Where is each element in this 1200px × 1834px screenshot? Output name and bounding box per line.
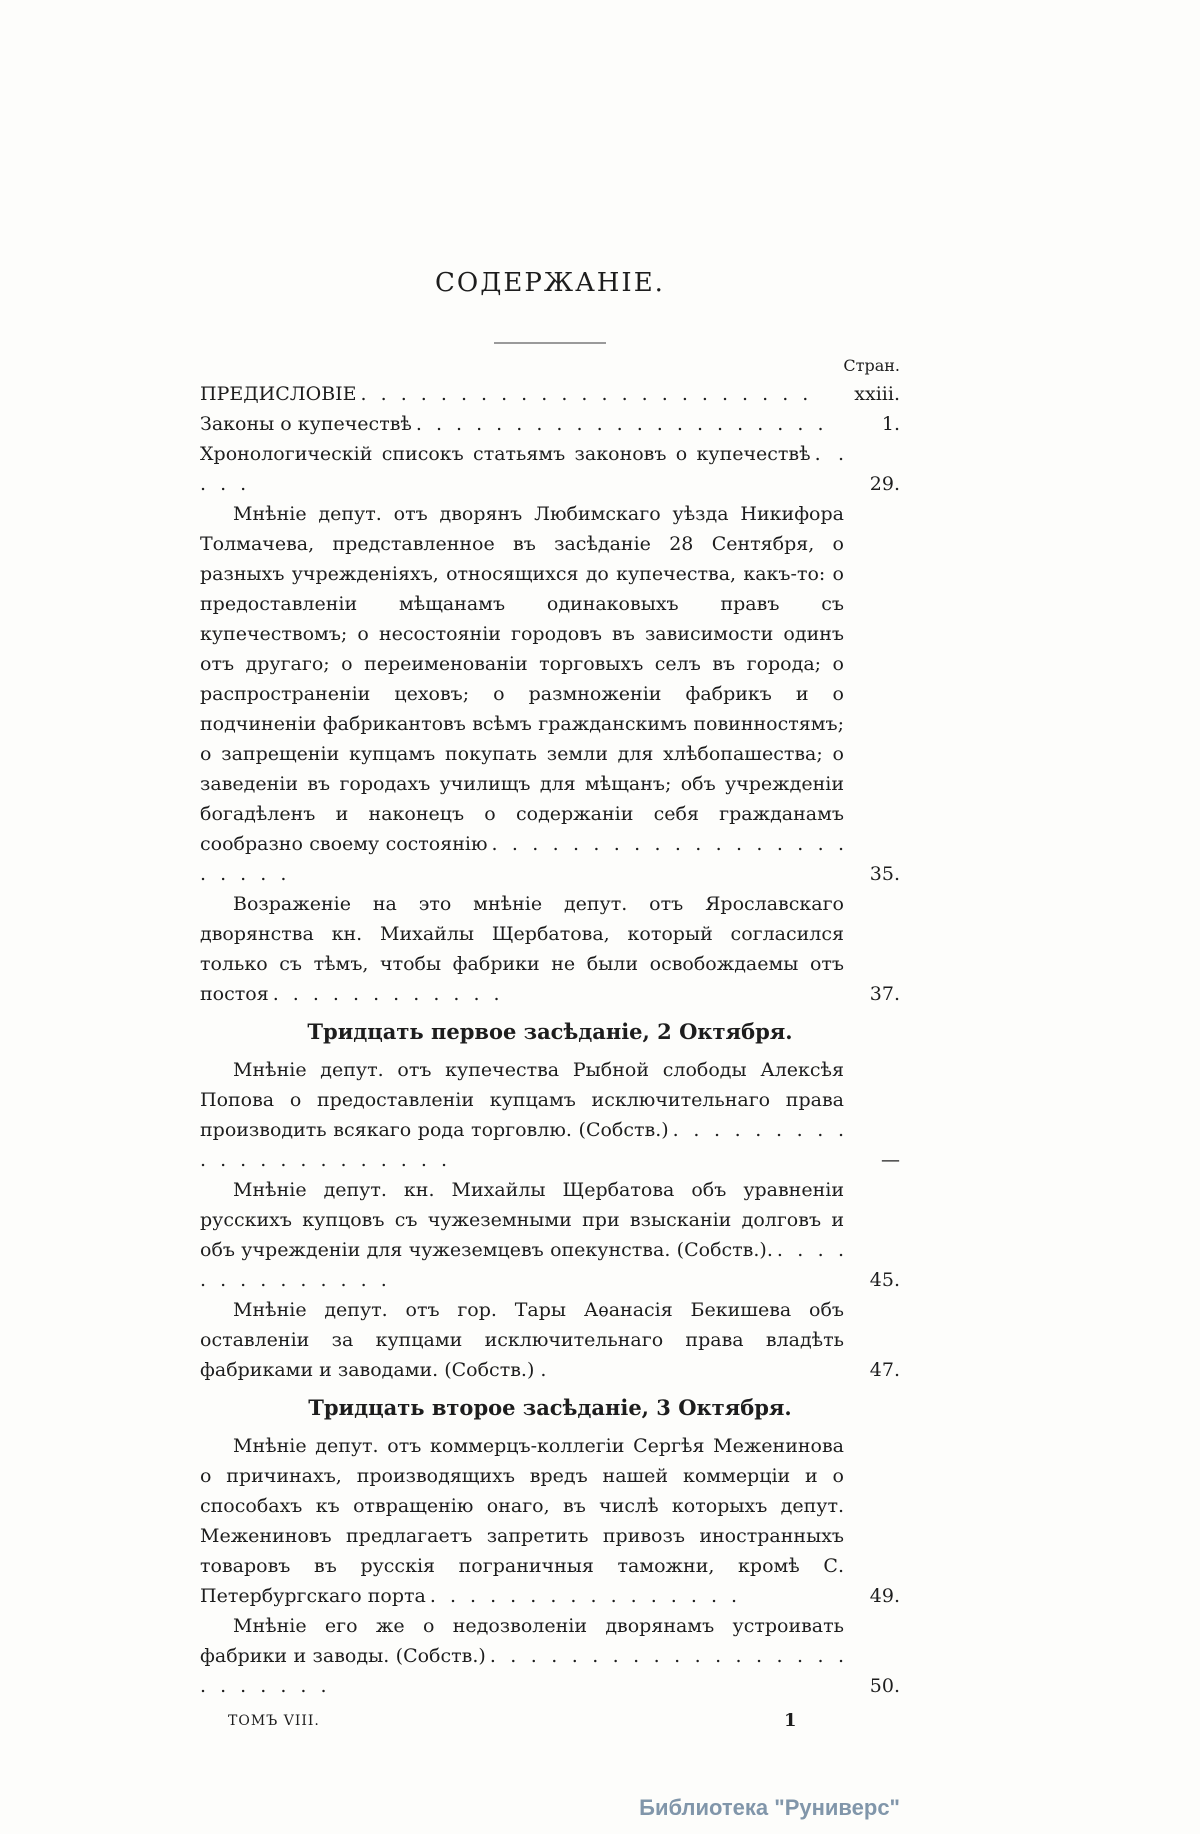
toc-entry-page: 49. bbox=[869, 1585, 900, 1607]
toc-entry-text: Мнѣніе депут. отъ гор. Тары Аѳанасія Бекишева объ оставленіи за купцами исключительнаго права владѣть фабриками и заводами. (Собств.) . bbox=[200, 1299, 844, 1381]
leader-dots: . . . . . . . . . . . . . . . . . . . . . . . bbox=[360, 383, 809, 405]
toc-entry bbox=[200, 1295, 900, 1385]
leader-dots: . . . . . . . . . . . . . . . . bbox=[429, 1585, 738, 1607]
page-content bbox=[200, 268, 900, 1821]
page-column-header: Стран. bbox=[843, 356, 900, 375]
toc-entry bbox=[200, 1055, 900, 1175]
title-divider bbox=[494, 342, 606, 344]
toc-entry-text: Законы о купечествѣ bbox=[200, 413, 412, 435]
page-title: СОДЕРЖАНІЕ. bbox=[435, 268, 665, 298]
toc-entry-text: Мнѣніе депут. отъ коммерцъ-коллегіи Сергѣя Меженинова о причинахъ, производящихъ вредъ нашей коммерціи и о способахъ къ отвращенію онаго, въ числѣ которыхъ депут. Межениновъ предлагаетъ запретить привозъ иностранныхъ товаровъ въ русскія пограничныя таможни, кромѣ С. Петербургскаго порта bbox=[200, 1435, 844, 1607]
table-of-contents bbox=[200, 379, 900, 1701]
folio-number: 1 bbox=[784, 1710, 797, 1731]
toc-entry-page: 37. bbox=[869, 983, 900, 1005]
leader-dots: . . . . . . . . . . . . . . . . . . . . . . . bbox=[200, 833, 844, 885]
toc-entry bbox=[200, 409, 900, 439]
section-heading: Тридцать второе засѣданіе, 3 Октября. bbox=[308, 1395, 792, 1420]
volume-label: ТОМЪ VIII. bbox=[228, 1713, 320, 1729]
toc-entry bbox=[200, 1175, 900, 1295]
toc-entry bbox=[200, 379, 900, 409]
toc-entry bbox=[200, 499, 900, 889]
toc-entry-page: 35. bbox=[869, 863, 900, 885]
toc-entry-page: 50. bbox=[869, 1675, 900, 1697]
toc-entry bbox=[200, 439, 900, 499]
leader-dots: . . . . . bbox=[200, 443, 844, 495]
toc-entry-page: 47. bbox=[869, 1359, 900, 1381]
leader-dots: . . . . . . . . . . . . . . . . . . . . . . . . . bbox=[200, 1645, 844, 1697]
toc-entry-page: 29. bbox=[869, 473, 900, 495]
page-footer bbox=[200, 1710, 900, 1739]
leader-dots: . . . . . . . . . . . . bbox=[272, 983, 500, 1005]
toc-entry-text: Мнѣніе депут. отъ купечества Рыбной слободы Алексѣя Попова о предоставленіи купцамъ исключительнаго права производить всякаго рода торговлю. (Собств.) bbox=[200, 1059, 844, 1141]
toc-entry bbox=[200, 1431, 900, 1611]
leader-dots: . . . . . . . . . . . . . . bbox=[200, 1239, 844, 1291]
toc-entry-page: 45. bbox=[869, 1269, 900, 1291]
section-heading: Тридцать первое засѣданіе, 2 Октября. bbox=[307, 1019, 793, 1044]
toc-entry-page: xxiii. bbox=[854, 383, 900, 405]
leader-dots: . . . . . . . . . . . . . . . . . . . . . bbox=[415, 413, 824, 435]
toc-entry bbox=[200, 1611, 900, 1701]
toc-entry bbox=[200, 889, 900, 1009]
toc-entry-text: Мнѣніе депут. кн. Михайлы Щербатова объ уравненіи русскихъ купцовъ съ чужеземными при взысканіи долговъ и объ учрежденіи для чужеземцевъ опекунства. (Собств.). bbox=[200, 1179, 844, 1261]
library-watermark: Библиотека "Руниверс" bbox=[639, 1795, 900, 1820]
toc-entry-text: Возраженіе на это мнѣніе депут. отъ Ярославскаго дворянства кн. Михайлы Щербатова, который согласился только съ тѣмъ, чтобы фабрики не были освобождаемы отъ постоя bbox=[200, 893, 844, 1005]
toc-entry-text: Мнѣніе депут. отъ дворянъ Любимскаго уѣзда Никифора Толмачева, представленное въ засѣданіе 28 Сентября, о разныхъ учрежденіяхъ, относящихся до купечества, какъ-то: о предоставленіи мѣщанамъ одинаковыхъ правъ съ купечествомъ; о несостояніи городовъ въ зависимости одинъ отъ другаго; о переименованіи торговыхъ селъ въ города; о распространеніи цеховъ; о размноженіи фабрикъ и о подчиненіи фабрикантовъ всѣмъ гражданскимъ повинностямъ; о запрещеніи купцамъ покупать земли для хлѣбопашества; о заведеніи въ городахъ училищъ для мѣщанъ; объ учрежденіи богадѣленъ и наконецъ о содержаніи себя гражданамъ сообразно своему состоянію bbox=[200, 503, 844, 855]
toc-entry-page: — bbox=[881, 1149, 900, 1171]
toc-entry-text: Хронологическій списокъ статьямъ законовъ о купечествѣ bbox=[200, 443, 811, 465]
toc-entry-text: Мнѣніе его же о недозволеніи дворянамъ устроивать фабрики и заводы. (Собств.) bbox=[200, 1615, 844, 1667]
leader-dots: . . . . . . . . . . . . . . . . . . . . . . bbox=[200, 1119, 844, 1171]
toc-entry-text: ПРЕДИСЛОВІЕ bbox=[200, 383, 357, 405]
toc-entry-page: 1. bbox=[881, 413, 900, 435]
